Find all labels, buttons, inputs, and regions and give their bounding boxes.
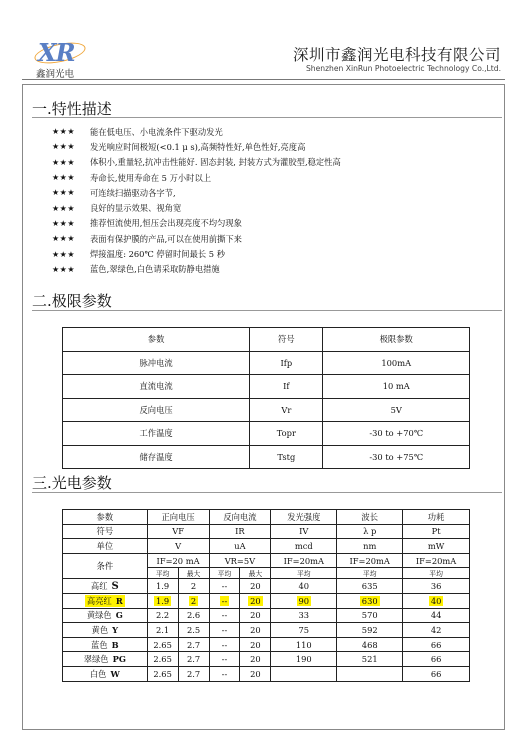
color-code: B xyxy=(111,639,119,650)
cell-value: 2.65 xyxy=(153,668,172,679)
table-cell: Vr xyxy=(250,398,323,422)
cell-value: 20 xyxy=(250,668,261,679)
color-name-wrap xyxy=(91,581,119,591)
table-cell xyxy=(337,666,403,681)
cell-value: 42 xyxy=(430,624,442,635)
cell-value: 66 xyxy=(430,668,442,679)
color-name: 黄绿色 xyxy=(86,610,112,621)
table-row xyxy=(63,637,470,652)
cell-value: -- xyxy=(221,624,228,635)
star-rating-icon: ★★★ xyxy=(52,234,76,244)
cell-value: 20 xyxy=(250,639,261,650)
color-name-cell xyxy=(63,666,148,681)
table-cell xyxy=(178,652,209,667)
cell-value: 592 xyxy=(361,624,378,635)
table-cell xyxy=(240,652,271,667)
table-row xyxy=(63,608,470,623)
section-title-features: 一.特性描述 xyxy=(32,100,112,118)
cell-value: 1.9 xyxy=(156,595,170,606)
cell-value: 40 xyxy=(298,581,310,592)
table-cell: VR=5V xyxy=(209,553,271,568)
cell-value: -- xyxy=(221,654,228,665)
cell-value: 2.7 xyxy=(186,668,201,679)
table-cell xyxy=(337,579,403,594)
table-cell xyxy=(178,579,209,594)
table-cell: Pt xyxy=(403,524,470,539)
logo-mark: XR xyxy=(38,38,75,67)
section-divider xyxy=(32,492,502,493)
table-row xyxy=(63,666,470,681)
table-cell xyxy=(147,652,178,667)
color-name: 高亮红 xyxy=(86,595,112,606)
color-code: Y xyxy=(112,624,119,635)
cell-value: 20 xyxy=(250,581,261,592)
feature-item xyxy=(52,170,341,185)
table-cell xyxy=(209,623,240,638)
table-cell: IR xyxy=(209,524,271,539)
table-header-cell: 参数 xyxy=(63,328,250,352)
cell-value: 20 xyxy=(250,610,261,621)
feature-item xyxy=(52,124,341,139)
company-name-cn: 深圳市鑫润光电科技有限公司 xyxy=(292,46,501,64)
cell-value: -- xyxy=(221,581,228,592)
table-row xyxy=(63,445,470,469)
color-code: S xyxy=(111,581,119,593)
cell-value: 20 xyxy=(250,654,261,665)
cell-value: -- xyxy=(221,595,228,606)
feature-text: 焊接温度: 260℃ 停留时间最长 5 秒 xyxy=(90,249,226,260)
cell-value: 570 xyxy=(361,610,378,621)
table-cell xyxy=(403,593,470,608)
table-cell: IF=20mA xyxy=(403,553,470,568)
cell-value: 630 xyxy=(361,595,378,606)
cell-value: 66 xyxy=(430,654,442,665)
cell-value: 2.65 xyxy=(153,654,172,665)
cell-value: 2.65 xyxy=(153,639,172,650)
color-name: 高红 xyxy=(90,581,108,592)
color-code: G xyxy=(115,610,123,621)
cell-value: -- xyxy=(221,639,228,650)
table-header-cell: 符号 xyxy=(250,328,323,352)
table-cell xyxy=(147,637,178,652)
feature-text: 体积小,重量轻,抗冲击性能好. 固态封装, 封装方式为灌胶型,稳定性高 xyxy=(90,157,341,168)
table-cell xyxy=(337,593,403,608)
table-subheader-cell: 平均 xyxy=(271,568,337,579)
star-rating-icon: ★★★ xyxy=(52,188,76,198)
cell-value: 75 xyxy=(298,624,310,635)
cell-value: -- xyxy=(221,610,228,621)
table-cell xyxy=(271,608,337,623)
feature-text: 表面有保护膜的产品,可以在使用前撕下来 xyxy=(90,233,242,244)
table-cell: mW xyxy=(403,539,470,554)
color-name: 翠绿色 xyxy=(83,654,109,665)
table-cell: Topr xyxy=(250,422,323,446)
cell-value: 2.2 xyxy=(156,610,170,621)
feature-item xyxy=(52,200,341,215)
table-cell: IV xyxy=(271,524,337,539)
cell-value: 635 xyxy=(361,581,378,592)
star-rating-icon: ★★★ xyxy=(52,203,76,213)
table-cell xyxy=(178,666,209,681)
section-divider xyxy=(32,310,502,311)
cell-value: 90 xyxy=(298,595,310,606)
table-row xyxy=(63,524,470,539)
table-header-cell: 正向电压 xyxy=(147,510,209,525)
feature-text: 发光响应时间极短(<0.1 μ s),高频特性好,单色性好,亮度高 xyxy=(90,141,306,152)
table-cell xyxy=(271,623,337,638)
color-name-wrap xyxy=(92,625,119,635)
color-name-wrap xyxy=(87,610,123,620)
table-cell: IF=20mA xyxy=(271,553,337,568)
color-name: 蓝色 xyxy=(91,639,108,650)
cell-value: 2 xyxy=(190,581,197,592)
table-cell: If xyxy=(250,375,323,399)
table-cell: Tstg xyxy=(250,445,323,469)
table-subheader-cell: 最大 xyxy=(178,568,209,579)
table-cell xyxy=(209,666,240,681)
feature-text: 能在低电压、小电流条件下驱动发光 xyxy=(90,126,223,137)
cell-value: 2.6 xyxy=(186,610,201,621)
cell-value: 110 xyxy=(295,639,312,650)
feature-text: 寿命长,使用寿命在 5 万小时以上 xyxy=(90,172,212,183)
table-header-cell: 发光强度 xyxy=(271,510,337,525)
table-cell xyxy=(147,608,178,623)
table-header-row xyxy=(63,328,470,352)
cell-value: 33 xyxy=(298,610,310,621)
table-cell: 符号 xyxy=(63,524,148,539)
table-cell xyxy=(178,637,209,652)
table-cell: -30 to +70℃ xyxy=(323,422,470,446)
table-cell xyxy=(403,608,470,623)
table-cell xyxy=(209,579,240,594)
feature-item xyxy=(52,231,341,246)
table-cell xyxy=(403,579,470,594)
feature-list xyxy=(52,124,341,277)
company-name-en: Shenzhen XinRun Photoelectric Technology Co.,Ltd. xyxy=(305,64,501,73)
table-cell xyxy=(271,666,337,681)
table-cell: mcd xyxy=(271,539,337,554)
color-name-wrap xyxy=(91,640,119,650)
color-code: R xyxy=(115,595,123,606)
table-header-row xyxy=(63,510,470,525)
table-cell: 工作温度 xyxy=(63,422,250,446)
table-cell xyxy=(271,637,337,652)
star-rating-icon: ★★★ xyxy=(52,264,76,274)
logo-text: 鑫润光电 xyxy=(36,69,75,80)
feature-item xyxy=(52,246,341,261)
table-cell: -30 to +75℃ xyxy=(323,445,470,469)
feature-item xyxy=(52,155,341,170)
table-cell xyxy=(147,579,178,594)
color-name-cell xyxy=(63,608,148,623)
table-cell xyxy=(240,593,271,608)
color-name-cell xyxy=(63,579,148,594)
color-name-cell xyxy=(63,652,148,667)
cell-value: 1.9 xyxy=(156,581,170,592)
table-row xyxy=(63,579,470,594)
cell-value: 2 xyxy=(190,595,197,606)
section-title-optical: 三.光电参数 xyxy=(32,474,112,492)
table-cell xyxy=(209,652,240,667)
table-cell: VF xyxy=(147,524,209,539)
table-cell: 条件 xyxy=(63,553,148,579)
table-cell xyxy=(240,637,271,652)
feature-text: 蓝色,翠绿色,白色请采取防静电措施 xyxy=(90,264,220,275)
star-rating-icon: ★★★ xyxy=(52,173,76,183)
table-cell: nm xyxy=(337,539,403,554)
cell-value: 190 xyxy=(295,654,312,665)
table-cell xyxy=(240,579,271,594)
table-cell xyxy=(403,623,470,638)
cell-value: 2.7 xyxy=(186,639,201,650)
table-cell xyxy=(178,593,209,608)
color-name-cell xyxy=(63,593,148,608)
feature-text: 良好的显示效果、视角宽 xyxy=(90,203,182,214)
table-cell: λ p xyxy=(337,524,403,539)
table-row xyxy=(63,539,470,554)
star-rating-icon: ★★★ xyxy=(52,142,76,152)
cell-value: 2.7 xyxy=(186,654,201,665)
table-row xyxy=(63,623,470,638)
cell-value: 20 xyxy=(250,624,261,635)
table-cell xyxy=(147,666,178,681)
cell-value: 2.1 xyxy=(156,624,170,635)
cell-value: 40 xyxy=(430,595,442,606)
cell-value: 2.5 xyxy=(186,624,201,635)
table-row xyxy=(63,398,470,422)
color-code: PG xyxy=(112,654,126,665)
cell-value: 468 xyxy=(361,639,378,650)
cell-value: 44 xyxy=(430,610,442,621)
table-header-cell: 参数 xyxy=(63,510,148,525)
table-subheader-cell: 平均 xyxy=(147,568,178,579)
color-name: 黄色 xyxy=(91,624,109,635)
color-name-wrap xyxy=(84,654,126,664)
table-cell: V xyxy=(147,539,209,554)
table-cell: 脉冲电流 xyxy=(63,351,250,375)
cell-value: 66 xyxy=(430,639,442,650)
table-cell xyxy=(337,637,403,652)
table-cell xyxy=(147,593,178,608)
section-divider xyxy=(32,117,502,118)
table-row xyxy=(63,422,470,446)
table-cell xyxy=(271,593,337,608)
feature-item xyxy=(52,216,341,231)
section-title-limits: 二.极限参数 xyxy=(32,292,112,310)
table-cell xyxy=(403,652,470,667)
table-cell xyxy=(337,608,403,623)
table-cell: 5V xyxy=(323,398,470,422)
table-cell xyxy=(337,623,403,638)
table-row xyxy=(63,553,470,568)
cell-value: -- xyxy=(221,668,228,679)
table-cell xyxy=(240,666,271,681)
table-cell xyxy=(209,637,240,652)
table-cell xyxy=(147,623,178,638)
feature-text: 推荐恒流使用,恒压会出现亮度不均匀现象 xyxy=(90,218,242,229)
color-name-cell xyxy=(63,637,148,652)
table-cell: uA xyxy=(209,539,271,554)
color-name-cell xyxy=(63,623,148,638)
star-rating-icon: ★★★ xyxy=(52,249,76,259)
feature-item xyxy=(52,185,341,200)
table-row xyxy=(63,652,470,667)
table-header-cell: 功耗 xyxy=(403,510,470,525)
limits-table xyxy=(62,327,470,469)
feature-item xyxy=(52,139,341,154)
table-header-cell: 反向电流 xyxy=(209,510,271,525)
table-subheader-cell: 平均 xyxy=(337,568,403,579)
table-cell: 100mA xyxy=(323,351,470,375)
table-row xyxy=(63,375,470,399)
color-name: 白色 xyxy=(89,668,107,679)
color-code: W xyxy=(110,668,120,679)
table-cell: 反向电压 xyxy=(63,398,250,422)
table-row xyxy=(63,351,470,375)
star-rating-icon: ★★★ xyxy=(52,218,76,228)
table-header-cell: 波长 xyxy=(337,510,403,525)
cell-value: 36 xyxy=(430,581,442,592)
feature-item xyxy=(52,262,341,277)
table-cell xyxy=(209,608,240,623)
table-cell: Ifp xyxy=(250,351,323,375)
table-row xyxy=(63,593,470,608)
cell-value: 521 xyxy=(361,654,378,665)
table-cell xyxy=(209,593,240,608)
table-cell: 10 mA xyxy=(323,375,470,399)
feature-text: 可连续扫描驱动各字节, xyxy=(90,187,176,198)
cell-value: 20 xyxy=(250,595,261,606)
table-subheader-cell: 平均 xyxy=(209,568,240,579)
company-logo xyxy=(32,38,92,80)
table-cell xyxy=(240,623,271,638)
table-cell xyxy=(271,652,337,667)
table-cell xyxy=(240,608,271,623)
table-cell: 单位 xyxy=(63,539,148,554)
star-rating-icon: ★★★ xyxy=(52,157,76,167)
optical-params-table xyxy=(62,509,470,682)
header-divider xyxy=(22,79,505,80)
color-name-wrap xyxy=(90,669,120,679)
table-cell xyxy=(337,652,403,667)
table-cell: IF=20mA xyxy=(337,553,403,568)
table-cell: 直流电流 xyxy=(63,375,250,399)
color-name-wrap xyxy=(85,595,125,607)
table-cell: 储存温度 xyxy=(63,445,250,469)
table-cell xyxy=(403,637,470,652)
table-cell xyxy=(271,579,337,594)
table-cell: IF=20 mA xyxy=(147,553,209,568)
table-header-cell: 极限参数 xyxy=(323,328,470,352)
table-subheader-cell: 最大 xyxy=(240,568,271,579)
table-cell xyxy=(403,666,470,681)
table-cell xyxy=(178,608,209,623)
table-subheader-cell: 平均 xyxy=(403,568,470,579)
star-rating-icon: ★★★ xyxy=(52,127,76,137)
table-cell xyxy=(178,623,209,638)
